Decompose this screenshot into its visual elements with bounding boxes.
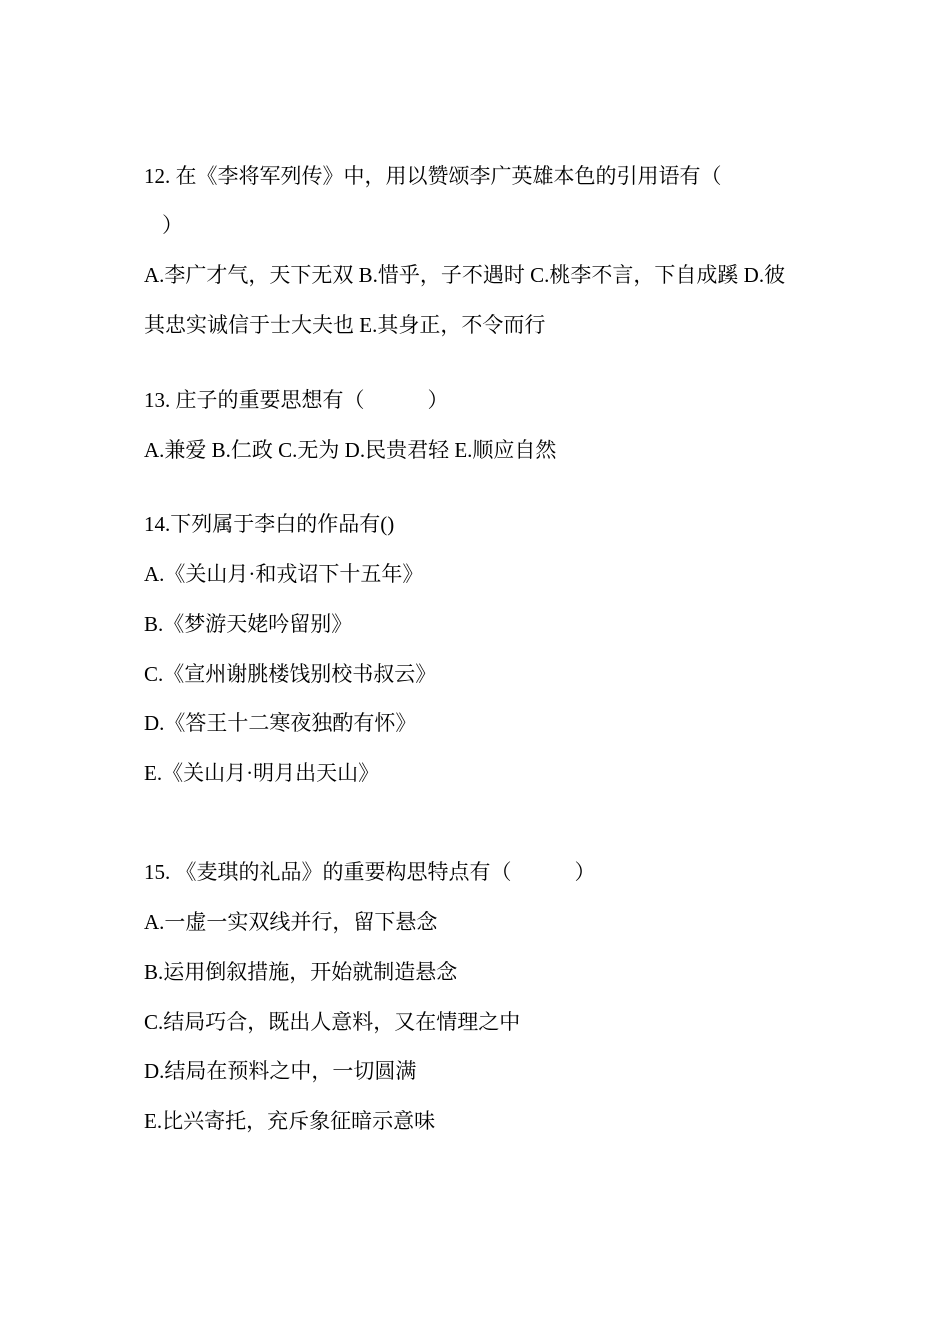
question-14-option-c: C.《宣州谢朓楼饯别校书叔云》 — [144, 662, 437, 686]
question-12-stem: 12. 在《李将军列传》中，用以赞颂李广英雄本色的引用语有（ — [144, 164, 722, 188]
question-14-stem: 14.下列属于李白的作品有() — [144, 512, 395, 536]
question-15-option-c: C.结局巧合，既出人意料，又在情理之中 — [144, 1010, 521, 1034]
question-14-option-b: B.《梦游天姥吟留别》 — [144, 612, 353, 636]
question-12-options: A.李广才气，天下无双 B.惜乎，子不遇时 C.桃李不言，下自成蹊 D.彼 — [144, 263, 786, 287]
question-14-option-e: E.《关山月·明月出天山》 — [144, 761, 380, 785]
question-15-option-d: D.结局在预料之中，一切圆满 — [144, 1059, 417, 1083]
question-15-stem: 15. 《麦琪的礼品》的重要构思特点有（ ） — [144, 860, 596, 884]
question-13-options: A.兼爱 B.仁政 C.无为 D.民贵君轻 E.顺应自然 — [144, 438, 557, 462]
question-15-option-e: E.比兴寄托，充斥象征暗示意味 — [144, 1109, 436, 1133]
question-15-option-b: B.运用倒叙措施，开始就制造悬念 — [144, 960, 458, 984]
question-14-option-d: D.《答王十二寒夜独酌有怀》 — [144, 711, 417, 735]
question-12-options-continued: 其忠实诚信于士大夫也 E.其身正，不令而行 — [144, 313, 546, 337]
question-12-stem-continued: ） — [162, 213, 183, 237]
question-13-stem: 13. 庄子的重要思想有（ ） — [144, 388, 449, 412]
question-14-option-a: A.《关山月·和戎诏下十五年》 — [144, 562, 424, 586]
question-15-option-a: A.一虚一实双线并行，留下悬念 — [144, 910, 438, 934]
